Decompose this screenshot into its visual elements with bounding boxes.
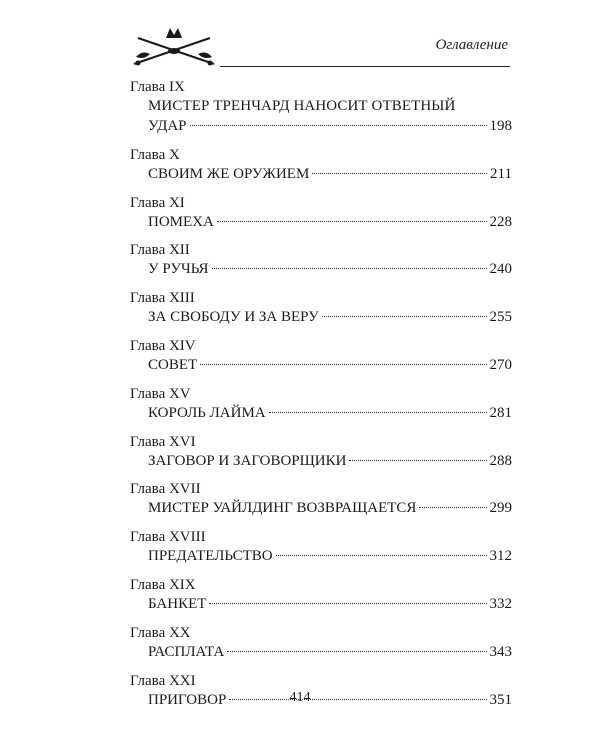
chapter-title-row (148, 259, 512, 279)
chapter-label: Глава XX (130, 624, 191, 641)
toc-entry (130, 624, 512, 662)
chapter-title: ПРИГОВОР (148, 691, 227, 708)
dot-leader (212, 268, 487, 269)
chapter-page-number: 332 (489, 595, 512, 612)
chapter-page-number: 240 (489, 261, 512, 278)
chapter-title-row (148, 594, 512, 614)
chapter-title-row (148, 212, 512, 232)
toc-entry (130, 576, 512, 614)
chapter-title-row (148, 116, 512, 136)
dot-leader (349, 460, 486, 461)
chapter-label: Глава XVI (130, 433, 196, 450)
chapter-page-number: 343 (489, 643, 512, 660)
chapter-title-row (148, 164, 512, 184)
toc-entry (130, 337, 512, 375)
chapter-title-row (148, 546, 512, 566)
dot-leader (269, 412, 487, 413)
chapter-title-line: МИСТЕР ТРЕНЧАРД НАНОСИТ ОТВЕТНЫЙ (148, 98, 456, 114)
chapter-page-number: 351 (489, 691, 512, 708)
crossed-swords-crown-icon (130, 24, 218, 68)
chapter-title-row (148, 642, 512, 662)
chapter-title: СВОИМ ЖЕ ОРУЖИЕМ (148, 165, 310, 182)
chapter-page-number: 270 (489, 356, 512, 373)
chapter-title-row (148, 355, 512, 375)
toc-entry (130, 480, 512, 518)
toc-entry (130, 194, 512, 232)
toc-entry (130, 433, 512, 471)
chapter-title: ЗА СВОБОДУ И ЗА ВЕРУ (148, 309, 319, 326)
chapter-page-number: 299 (489, 500, 512, 517)
dot-leader (276, 555, 487, 556)
chapter-title: ПОМЕХА (148, 213, 214, 230)
chapter-page-number: 228 (489, 213, 512, 230)
toc-entry (130, 385, 512, 423)
chapter-label: Глава XII (130, 242, 190, 259)
dot-leader (209, 603, 486, 604)
dot-leader (312, 173, 487, 174)
chapter-title: БАНКЕТ (148, 595, 207, 612)
chapter-title: ПРЕДАТЕЛЬСТВО (148, 548, 273, 565)
chapter-label: Глава XVIII (130, 529, 206, 546)
chapter-title: УДАР (148, 118, 187, 134)
chapter-title-row (148, 451, 512, 471)
chapter-title: СОВЕТ (148, 356, 198, 373)
toc-entry (130, 78, 512, 136)
chapter-page-number: 211 (490, 165, 512, 182)
chapter-label: Глава XXI (130, 672, 196, 689)
chapter-label: Глава IX (130, 79, 185, 95)
dot-leader (217, 221, 487, 222)
chapter-page-number: 281 (489, 404, 512, 421)
page-number: 414 (289, 690, 311, 705)
chapter-label: Глава XIV (130, 337, 196, 354)
dot-leader (200, 364, 486, 365)
toc-entry (130, 146, 512, 184)
dot-leader (419, 507, 486, 508)
dot-leader (190, 125, 487, 126)
toc-entry (130, 241, 512, 279)
chapter-title-row (148, 403, 512, 423)
chapter-title: У РУЧЬЯ (148, 261, 209, 278)
chapter-label: Глава XVII (130, 481, 201, 498)
table-of-contents (130, 78, 512, 719)
running-header-title: Оглавление (435, 37, 508, 53)
toc-entry (130, 289, 512, 327)
chapter-title: РАСПЛАТА (148, 643, 225, 660)
dot-leader (227, 651, 486, 652)
toc-entry (130, 528, 512, 566)
chapter-label: Глава X (130, 146, 180, 163)
chapter-title-row (148, 307, 512, 327)
dot-leader (322, 316, 487, 317)
chapter-title-row (148, 498, 512, 518)
chapter-label: Глава XI (130, 194, 185, 211)
chapter-page-number: 255 (489, 309, 512, 326)
chapter-page-number: 198 (489, 118, 512, 134)
chapter-page-number: 312 (489, 548, 512, 565)
chapter-label: Глава XV (130, 385, 191, 402)
chapter-title: ЗАГОВОР И ЗАГОВОРЩИКИ (148, 452, 347, 469)
chapter-title: КОРОЛЬ ЛАЙМА (148, 404, 266, 421)
header-rule (220, 66, 510, 67)
chapter-label: Глава XIII (130, 290, 195, 307)
chapter-label: Глава XIX (130, 576, 196, 593)
chapter-title: МИСТЕР УАЙЛДИНГ ВОЗВРАЩАЕТСЯ (148, 500, 417, 517)
chapter-page-number: 288 (489, 452, 512, 469)
